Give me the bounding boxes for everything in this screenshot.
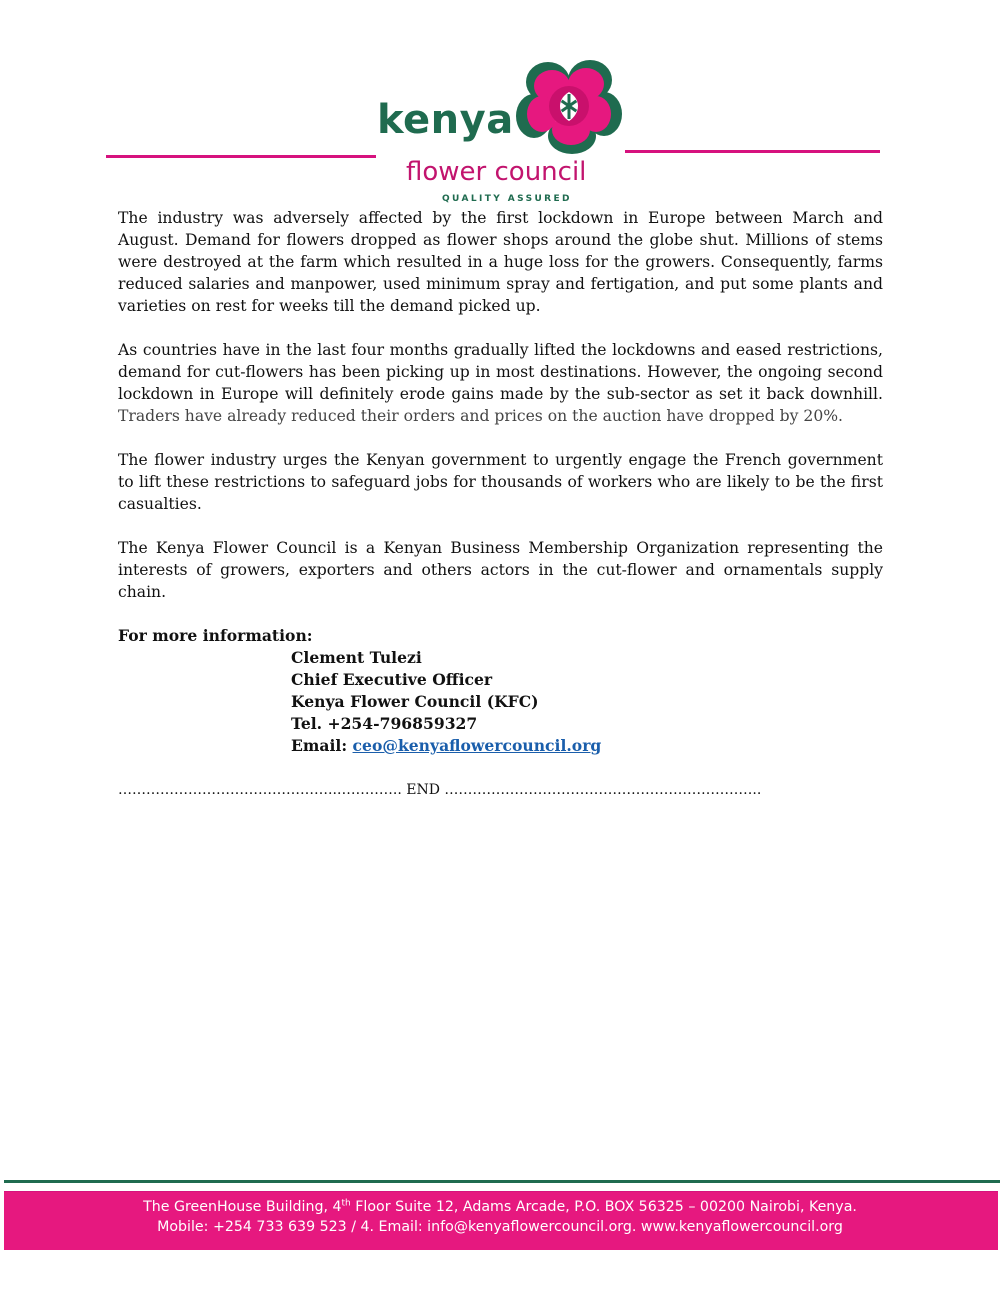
contact-email-label: Email: xyxy=(291,736,353,755)
paragraph-government-appeal: The flower industry urges the Kenyan government to urgently engage the French government to lift these restrictions to safeguard jobs for thousands of workers who are likely to be the first casualties. xyxy=(118,451,883,513)
paragraph-second-lockdown xyxy=(118,339,883,427)
footer-address xyxy=(0,1199,1000,1215)
letterhead xyxy=(0,0,1000,210)
header-rule-left xyxy=(106,155,376,158)
logo-tagline: QUALITY ASSURED xyxy=(442,194,572,204)
footer-address-end: Floor Suite 12, Adams Arcade, P.O. BOX 56325 – 00200 Nairobi, Kenya. xyxy=(350,1199,857,1215)
end-marker-right-dots: ………………………………………………………….. xyxy=(444,782,762,798)
header-rule-right xyxy=(625,150,880,153)
contact-details xyxy=(291,647,883,757)
contact-title: Chief Executive Officer xyxy=(291,670,493,689)
logo-wordmark-flower-council: flower council xyxy=(406,157,587,187)
hibiscus-logo-icon xyxy=(516,56,622,156)
end-marker xyxy=(118,780,883,800)
contact-email-link[interactable]: ceo@kenyaflowercouncil.org xyxy=(352,736,602,755)
footer-address-start: The GreenHouse Building, 4 xyxy=(143,1199,342,1215)
footer-green-rule xyxy=(4,1180,1000,1183)
contact-organization: Kenya Flower Council (KFC) xyxy=(291,692,539,711)
footer-contact: Mobile: +254 733 639 523 / 4. Email: info@kenyaflowercouncil.org. www.kenyaflowercouncil.org xyxy=(157,1219,843,1235)
contact-tel: Tel. +254-796859327 xyxy=(291,714,478,733)
end-marker-left-dots: ………………………………………..………….. xyxy=(118,782,402,798)
press-release-body xyxy=(118,207,883,800)
contact-heading: For more information: xyxy=(118,626,313,645)
paragraph-about-kfc: The Kenya Flower Council is a Kenyan Business Membership Organization representing the interests of growers, exporters and others actors in the cut-flower and ornamentals supply chain. xyxy=(118,539,883,601)
end-marker-label: END xyxy=(406,782,440,798)
logo-wordmark-kenya: kenya xyxy=(377,97,514,143)
footer-address-ordinal: th xyxy=(341,1198,351,1209)
contact-email-row xyxy=(291,735,883,757)
contact-name: Clement Tulezi xyxy=(291,648,422,667)
paragraph-lockdown-impact: The industry was adversely affected by the first lockdown in Europe between March and August. Demand for flowers dropped as flower shops around the globe shut. Millions of stems were destroyed at the farm which resulted in a huge loss for the growers. Consequently, farms reduced salaries and manpower, used minimum spray and fertigation, and put some plants and varieties on rest for weeks till the demand picked up. xyxy=(118,209,883,315)
paragraph-second-lockdown-traders: Traders have already reduced their orders and prices on the auction have dropped by 20%. xyxy=(118,407,844,425)
paragraph-second-lockdown-text: As countries have in the last four months gradually lifted the lockdowns and eased restrictions, demand for cut-flowers has been picking up in most destinations. However, the ongoing second lockdown in Europe will definitely erode gains made by the sub-sector as set it back downhill. xyxy=(118,341,883,403)
